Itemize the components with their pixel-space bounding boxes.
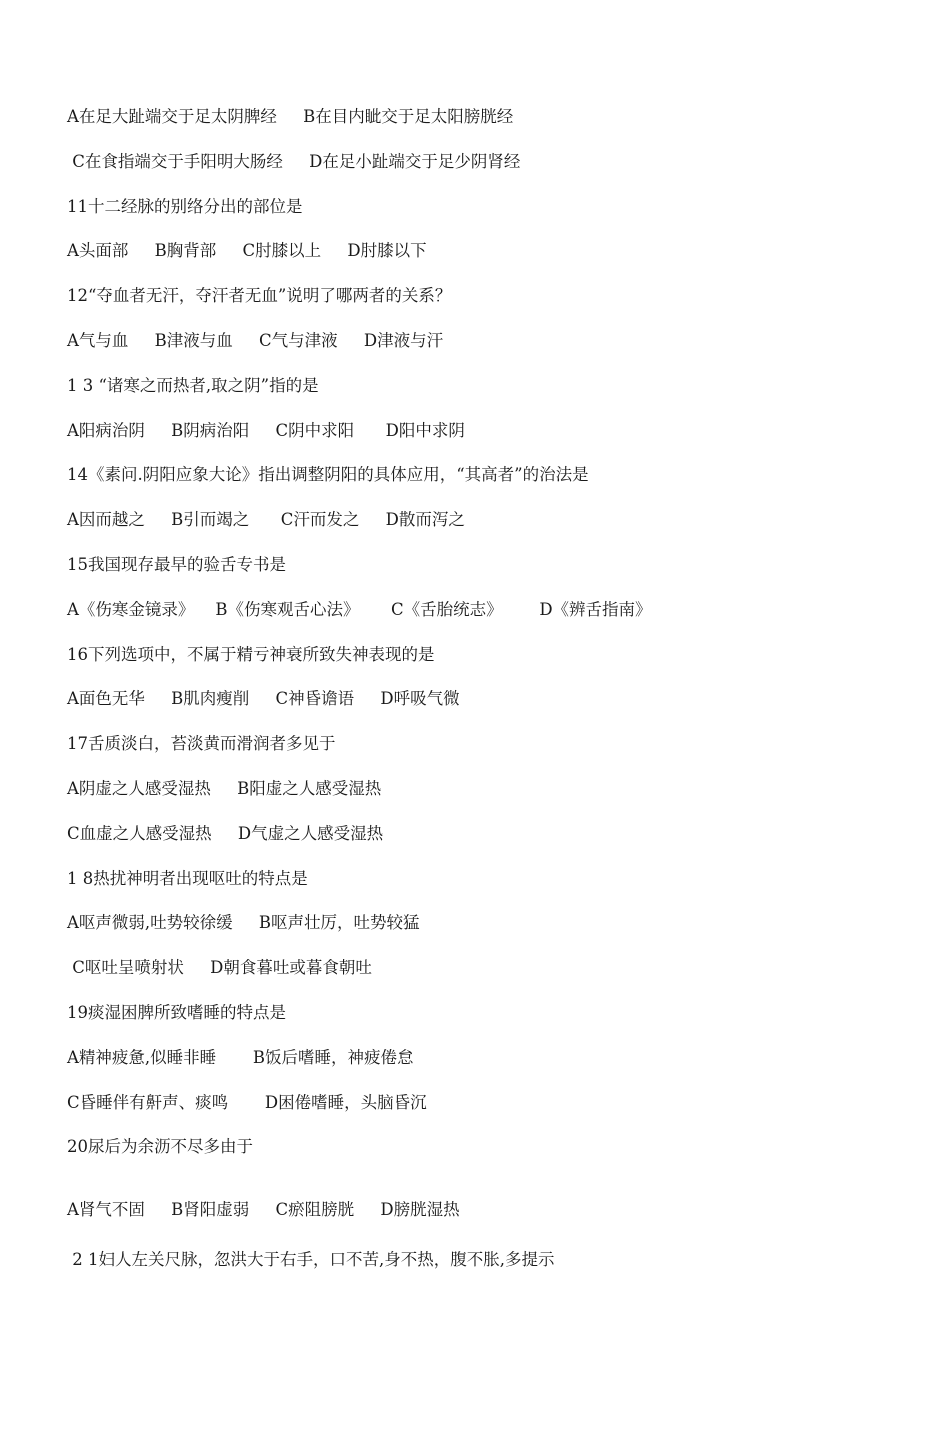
question-line: 1 8热扰神明者出现呕吐的特点是 bbox=[67, 869, 308, 888]
question-line: 20尿后为余沥不尽多由于 bbox=[67, 1137, 253, 1156]
option-line: A呕声微弱,吐势较徐缓 B呕声壮厉，吐势较猛 bbox=[67, 913, 420, 932]
option-line: A面色无华 B肌肉瘦削 C神昏谵语 D呼吸气微 bbox=[67, 689, 460, 708]
question-line: 1 3 “诸寒之而热者,取之阴”指的是 bbox=[67, 376, 319, 395]
question-line: 12“夺血者无汗，夺汗者无血”说明了哪两者的关系？ bbox=[67, 286, 452, 305]
option-line: C在食指端交于手阳明大肠经 D在足小趾端交于足少阴肾经 bbox=[67, 152, 521, 171]
question-line: 11十二经脉的别络分出的部位是 bbox=[67, 197, 303, 216]
option-line: C血虚之人感受湿热 D气虚之人感受湿热 bbox=[67, 824, 384, 843]
option-line: A精神疲惫,似睡非睡 B饭后嗜睡，神疲倦怠 bbox=[67, 1048, 414, 1067]
question-line: 19痰湿困脾所致嗜睡的特点是 bbox=[67, 1003, 286, 1022]
question-line: 17舌质淡白，苔淡黄而滑润者多见于 bbox=[67, 734, 336, 753]
option-line: C呕吐呈喷射状 D朝食暮吐或暮食朝吐 bbox=[67, 958, 372, 977]
question-line: 2 1妇人左关尺脉，忽洪大于右手，口不苦,身不热，腹不胀,多提示 bbox=[67, 1250, 555, 1269]
question-line: 15我国现存最早的验舌专书是 bbox=[67, 555, 286, 574]
option-line: A《伤寒金镜录》 B《伤寒观舌心法》 C《舌胎统志》 D《辨舌指南》 bbox=[67, 600, 652, 619]
option-line: A阴虚之人感受湿热 B阳虚之人感受湿热 bbox=[67, 779, 382, 798]
question-line: 16下列选项中，不属于精亏神衰所致失神表现的是 bbox=[67, 645, 435, 664]
option-line: C昏睡伴有鼾声、痰鸣 D困倦嗜睡，头脑昏沉 bbox=[67, 1093, 427, 1112]
option-line: A在足大趾端交于足太阴脾经 B在目内眦交于足太阳膀胱经 bbox=[67, 107, 514, 126]
option-line: A因而越之 B引而竭之 C汗而发之 D散而泻之 bbox=[67, 510, 465, 529]
option-line: A头面部 B胸背部 C肘膝以上 D肘膝以下 bbox=[67, 241, 427, 260]
option-line: A肾气不固 B肾阳虚弱 C瘀阻膀胱 D膀胱湿热 bbox=[67, 1200, 460, 1219]
option-line: A气与血 B津液与血 C气与津液 D津液与汗 bbox=[67, 331, 444, 350]
question-line: 14《素问.阴阳应象大论》指出调整阴阳的具体应用，“其高者”的治法是 bbox=[67, 465, 589, 484]
option-line: A阳病治阴 B阴病治阳 C阴中求阳 D阳中求阴 bbox=[67, 421, 465, 440]
